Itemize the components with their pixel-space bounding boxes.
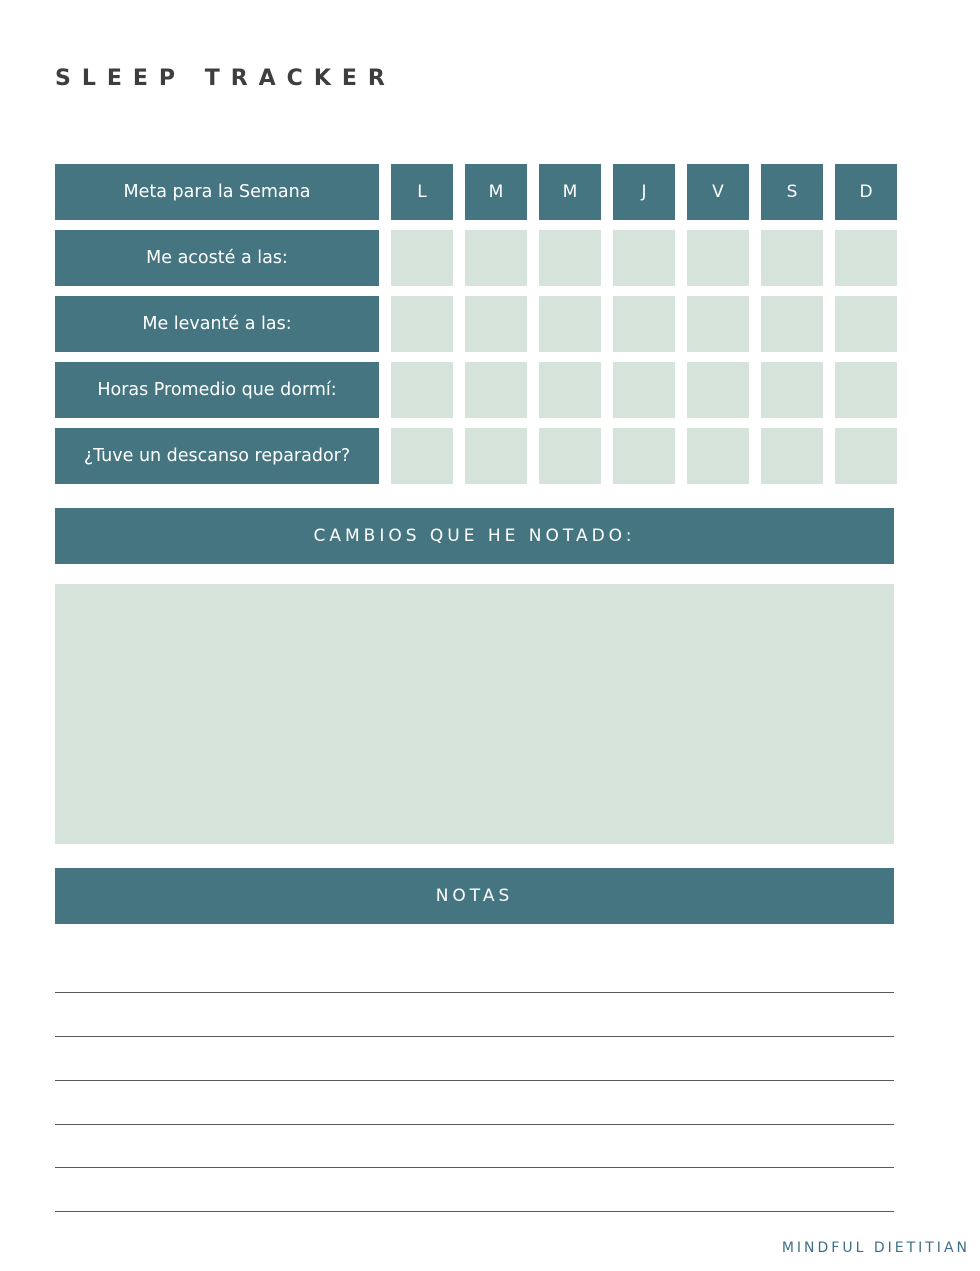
bedtime-cell-thursday[interactable] — [613, 230, 675, 286]
hours-cell-sunday[interactable] — [835, 362, 897, 418]
wake-cell-thursday[interactable] — [613, 296, 675, 352]
day-header-sunday: D — [835, 164, 897, 220]
day-header-friday: V — [687, 164, 749, 220]
note-line[interactable] — [55, 1211, 894, 1212]
hours-cell-friday[interactable] — [687, 362, 749, 418]
wake-cell-tuesday[interactable] — [465, 296, 527, 352]
bedtime-cell-tuesday[interactable] — [465, 230, 527, 286]
row-label-average-hours: Horas Promedio que dormí: — [55, 362, 379, 418]
note-line[interactable] — [55, 1167, 894, 1168]
sleep-tracker-table — [55, 164, 894, 484]
hours-cell-saturday[interactable] — [761, 362, 823, 418]
hours-cell-thursday[interactable] — [613, 362, 675, 418]
wake-cell-friday[interactable] — [687, 296, 749, 352]
bedtime-cell-wednesday[interactable] — [539, 230, 601, 286]
note-line[interactable] — [55, 992, 894, 993]
day-header-saturday: S — [761, 164, 823, 220]
wake-cell-sunday[interactable] — [835, 296, 897, 352]
row-label-restful-sleep: ¿Tuve un descanso reparador? — [55, 428, 379, 484]
restful-cell-wednesday[interactable] — [539, 428, 601, 484]
wake-cell-monday[interactable] — [391, 296, 453, 352]
note-line[interactable] — [55, 1036, 894, 1037]
restful-cell-sunday[interactable] — [835, 428, 897, 484]
restful-cell-tuesday[interactable] — [465, 428, 527, 484]
restful-cell-thursday[interactable] — [613, 428, 675, 484]
note-line[interactable] — [55, 1080, 894, 1081]
row-label-wake-time: Me levanté a las: — [55, 296, 379, 352]
changes-header: CAMBIOS QUE HE NOTADO: — [55, 508, 894, 564]
bedtime-cell-friday[interactable] — [687, 230, 749, 286]
wake-cell-wednesday[interactable] — [539, 296, 601, 352]
day-header-monday: L — [391, 164, 453, 220]
day-header-thursday: J — [613, 164, 675, 220]
page-title: SLEEP TRACKER — [55, 66, 396, 91]
brand-footer: MINDFUL DIETITIAN — [781, 1240, 970, 1256]
hours-cell-monday[interactable] — [391, 362, 453, 418]
hours-cell-tuesday[interactable] — [465, 362, 527, 418]
bedtime-cell-monday[interactable] — [391, 230, 453, 286]
note-line[interactable] — [55, 1124, 894, 1125]
day-header-wednesday: M — [539, 164, 601, 220]
hours-cell-wednesday[interactable] — [539, 362, 601, 418]
restful-cell-friday[interactable] — [687, 428, 749, 484]
day-header-tuesday: M — [465, 164, 527, 220]
bedtime-cell-saturday[interactable] — [761, 230, 823, 286]
wake-cell-saturday[interactable] — [761, 296, 823, 352]
notes-header: NOTAS — [55, 868, 894, 924]
restful-cell-saturday[interactable] — [761, 428, 823, 484]
week-goal-header: Meta para la Semana — [55, 164, 379, 220]
restful-cell-monday[interactable] — [391, 428, 453, 484]
row-label-bedtime: Me acosté a las: — [55, 230, 379, 286]
changes-text-area[interactable] — [55, 584, 894, 844]
bedtime-cell-sunday[interactable] — [835, 230, 897, 286]
